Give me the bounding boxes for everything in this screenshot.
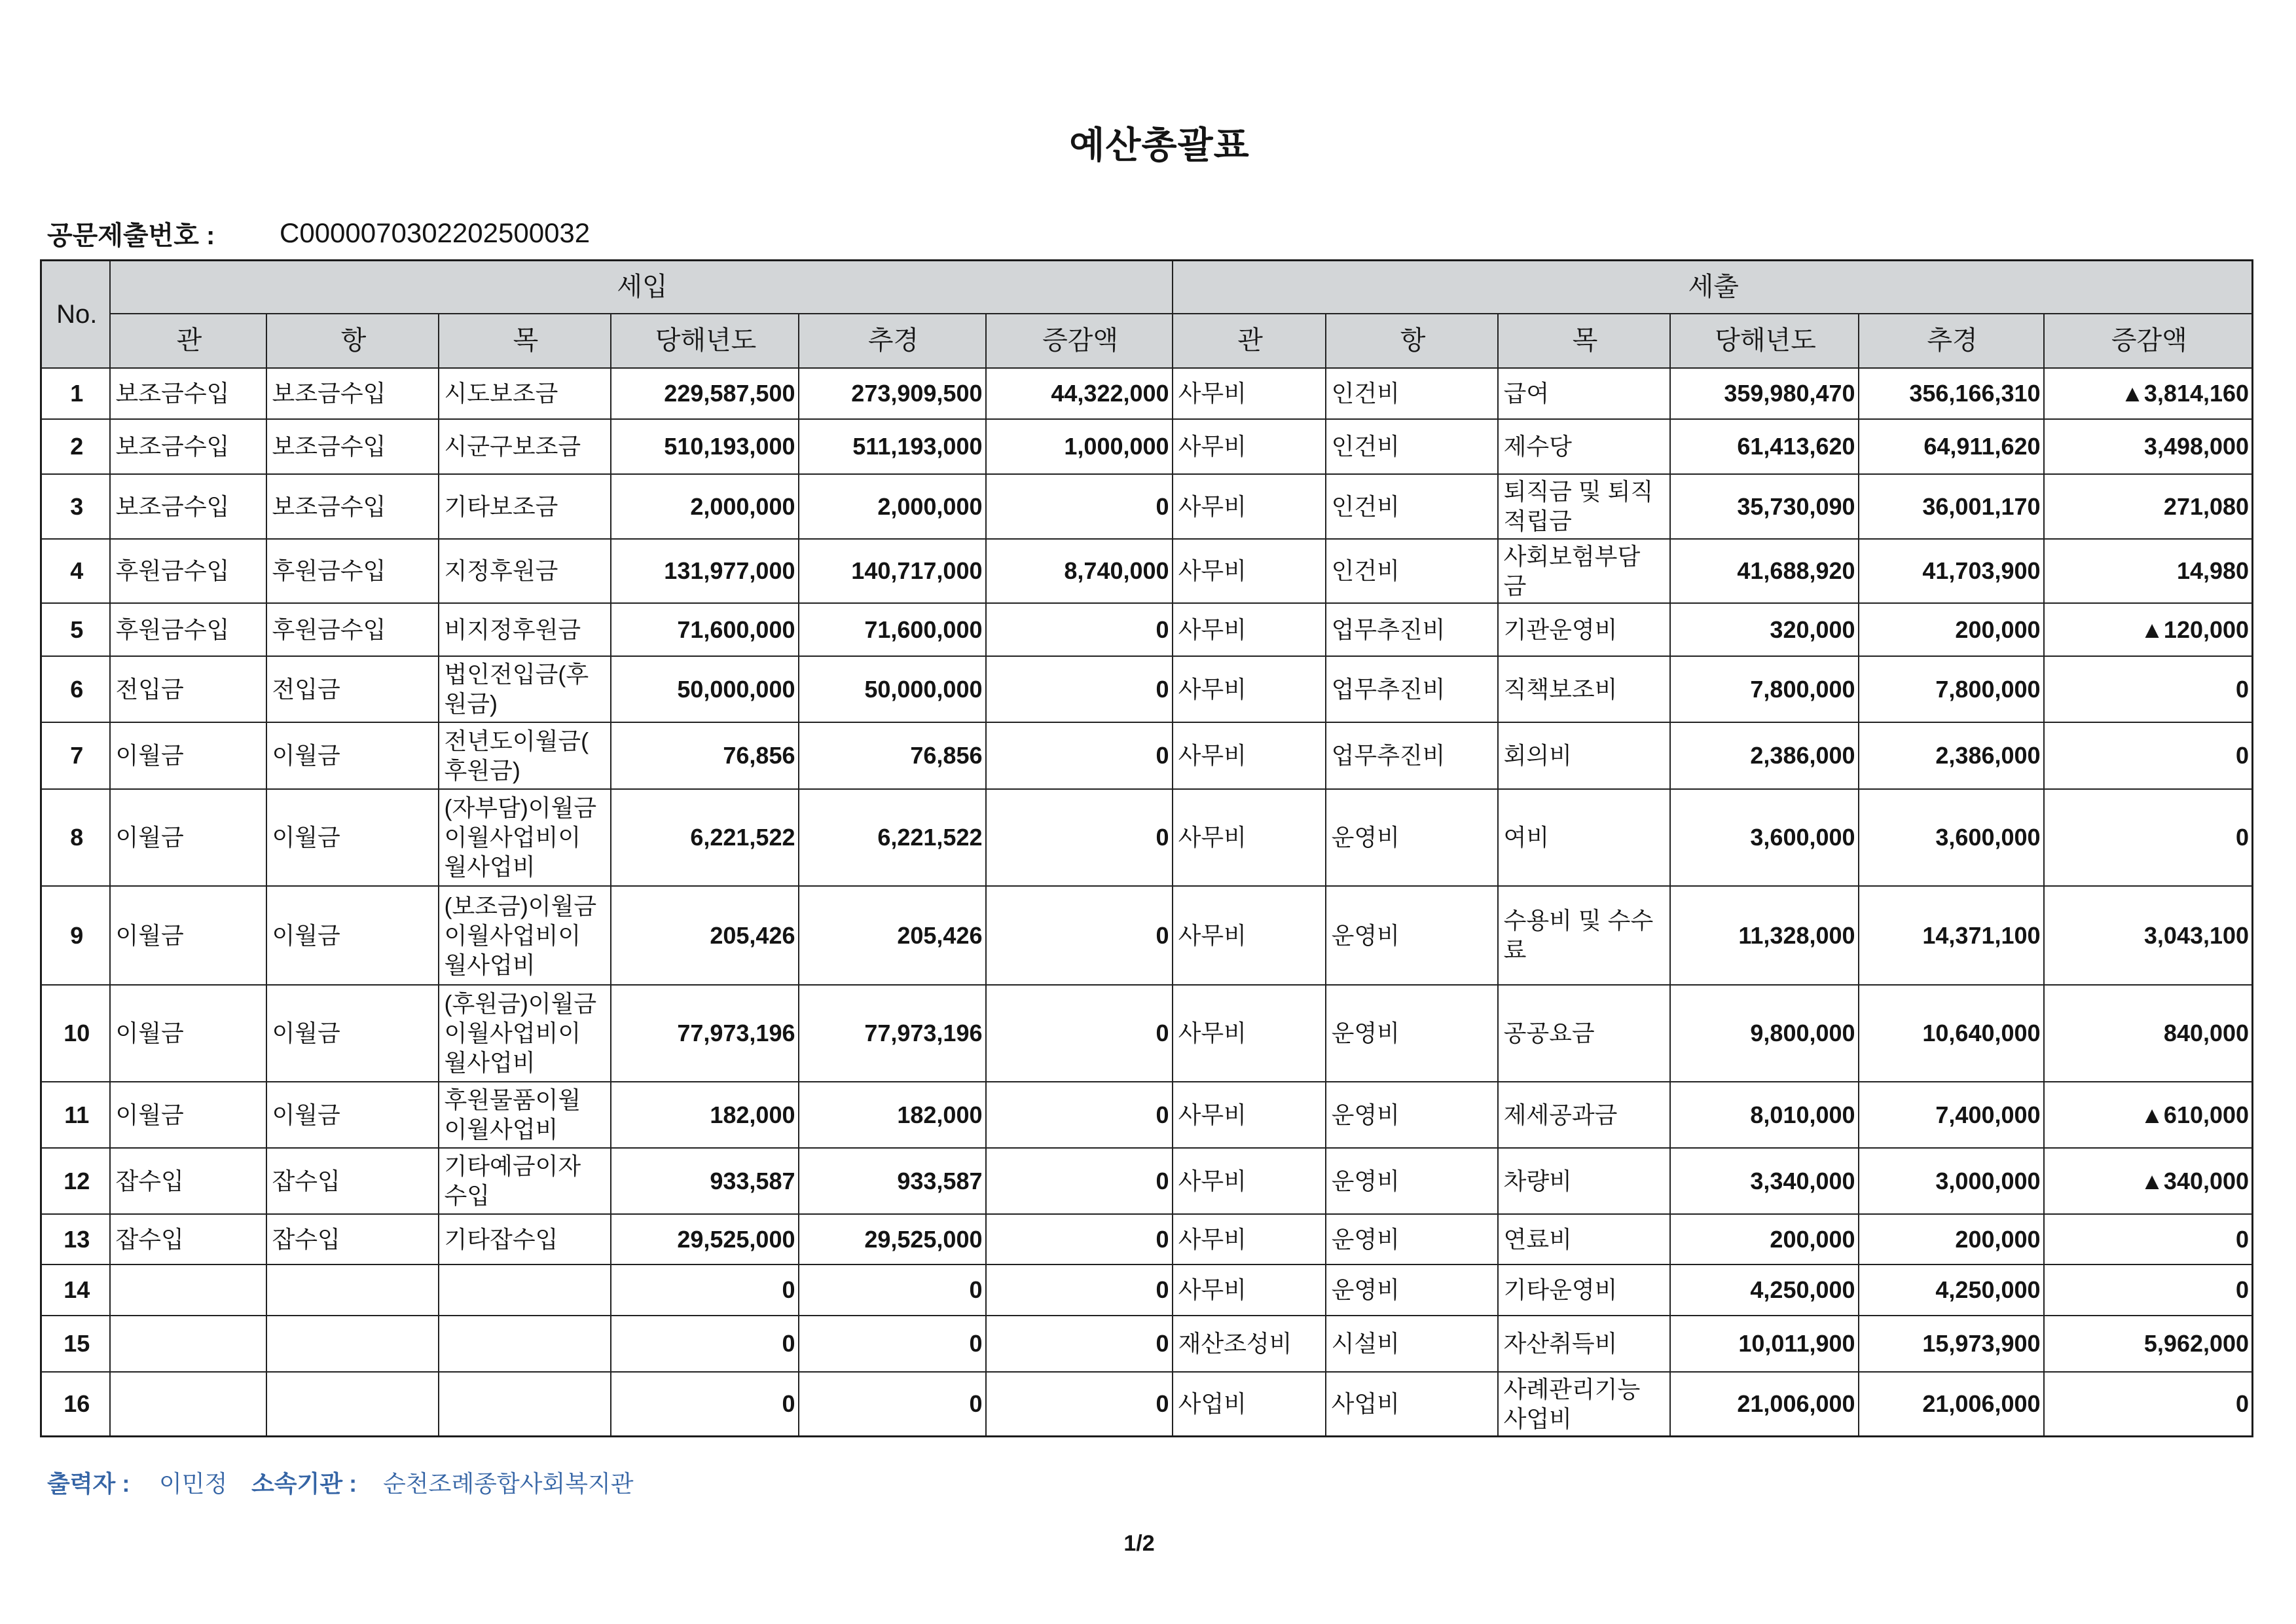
expense-mok-cell: 공공요금 (1498, 985, 1670, 1082)
submission-number-label: 공문제출번호 : (47, 221, 215, 250)
document-title: 예산총괄표 (1069, 124, 1250, 166)
income-change-cell: 0 (986, 656, 1173, 722)
income-supplementary-cell: 182,000 (799, 1082, 986, 1148)
income-hang-cell: 보조금수입 (266, 419, 439, 474)
printer-label: 출력자 : (47, 1470, 130, 1497)
expense-supplementary-cell: 2,386,000 (1859, 722, 2044, 789)
expense-gwan-cell: 사무비 (1173, 722, 1326, 789)
expense-mok-cell: 제수당 (1498, 419, 1670, 474)
expense-change-cell: ▲610,000 (2044, 1082, 2253, 1148)
table-row (41, 474, 2253, 539)
income-current-cell: 229,587,500 (611, 368, 799, 419)
expense-hang-cell: 운영비 (1326, 1148, 1498, 1214)
header-row-columns (41, 314, 2253, 368)
table-row (41, 886, 2253, 985)
expense-supplementary-cell: 7,800,000 (1859, 656, 2044, 722)
expense-change-cell: ▲340,000 (2044, 1148, 2253, 1214)
row-number-cell: 15 (41, 1316, 110, 1372)
income-supplementary-cell: 511,193,000 (799, 419, 986, 474)
expense-gwan-header: 관 (1173, 314, 1326, 368)
table-row (41, 985, 2253, 1082)
income-supplementary-cell: 76,856 (799, 722, 986, 789)
expense-hang-cell: 시설비 (1326, 1316, 1498, 1372)
income-current-cell: 0 (611, 1264, 799, 1316)
income-mok-cell (439, 1316, 611, 1372)
expense-current-cell: 4,250,000 (1670, 1264, 1859, 1316)
expense-hang-cell: 인건비 (1326, 474, 1498, 539)
income-mok-cell: 법인전입금(후 원금) (439, 656, 611, 722)
expense-hang-cell: 운영비 (1326, 1264, 1498, 1316)
income-gwan-cell: 보조금수입 (110, 368, 266, 419)
income-current-cell: 933,587 (611, 1148, 799, 1214)
income-supplementary-cell: 6,221,522 (799, 789, 986, 886)
income-supplementary-cell: 273,909,500 (799, 368, 986, 419)
expense-supplementary-cell: 21,006,000 (1859, 1372, 2044, 1437)
income-mok-cell: 시도보조금 (439, 368, 611, 419)
income-change-cell: 0 (986, 985, 1173, 1082)
expense-supplementary-cell: 3,600,000 (1859, 789, 2044, 886)
income-gwan-header: 관 (110, 314, 266, 368)
income-gwan-cell: 보조금수입 (110, 474, 266, 539)
income-gwan-cell: 전입금 (110, 656, 266, 722)
row-number-cell: 11 (41, 1082, 110, 1148)
income-gwan-cell (110, 1316, 266, 1372)
income-change-cell: 0 (986, 886, 1173, 985)
income-gwan-cell: 보조금수입 (110, 419, 266, 474)
expense-change-cell: 0 (2044, 722, 2253, 789)
expense-supplementary-cell: 15,973,900 (1859, 1316, 2044, 1372)
income-hang-cell: 이월금 (266, 789, 439, 886)
table-row (41, 1082, 2253, 1148)
table-row (41, 419, 2253, 474)
income-change-cell: 0 (986, 789, 1173, 886)
expense-change-cell: 3,043,100 (2044, 886, 2253, 985)
expense-current-cell: 10,011,900 (1670, 1316, 1859, 1372)
row-number-cell: 6 (41, 656, 110, 722)
income-hang-cell: 전입금 (266, 656, 439, 722)
income-mok-cell: 비지정후원금 (439, 603, 611, 656)
expense-hang-cell: 운영비 (1326, 789, 1498, 886)
submission-number-value: C0000070302202500032 (280, 217, 591, 248)
expense-hang-cell: 인건비 (1326, 539, 1498, 603)
expense-hang-cell: 운영비 (1326, 985, 1498, 1082)
income-change-cell: 0 (986, 722, 1173, 789)
income-gwan-cell (110, 1264, 266, 1316)
table-row (41, 1316, 2253, 1372)
income-gwan-cell: 잡수입 (110, 1148, 266, 1214)
expense-change-header: 증감액 (2044, 314, 2253, 368)
table-row (41, 368, 2253, 419)
expense-mok-cell: 급여 (1498, 368, 1670, 419)
income-change-cell: 44,322,000 (986, 368, 1173, 419)
income-hang-cell: 이월금 (266, 1082, 439, 1148)
income-hang-cell: 이월금 (266, 722, 439, 789)
row-number-cell: 14 (41, 1264, 110, 1316)
income-current-cell: 0 (611, 1372, 799, 1437)
expense-current-cell: 11,328,000 (1670, 886, 1859, 985)
income-mok-cell: 기타잡수입 (439, 1214, 611, 1264)
table-row (41, 603, 2253, 656)
table-row (41, 1264, 2253, 1316)
expense-current-cell: 320,000 (1670, 603, 1859, 656)
income-supplementary-cell: 0 (799, 1372, 986, 1437)
table-header (41, 261, 2253, 368)
income-gwan-cell: 이월금 (110, 722, 266, 789)
income-supplementary-cell: 50,000,000 (799, 656, 986, 722)
expense-gwan-cell: 사무비 (1173, 789, 1326, 886)
expense-current-cell: 2,386,000 (1670, 722, 1859, 789)
income-gwan-cell: 후원금수입 (110, 603, 266, 656)
income-hang-cell: 후원금수입 (266, 603, 439, 656)
expense-current-cell: 8,010,000 (1670, 1082, 1859, 1148)
income-change-cell: 0 (986, 1316, 1173, 1372)
income-current-cell: 29,525,000 (611, 1214, 799, 1264)
expense-hang-cell: 업무추진비 (1326, 656, 1498, 722)
expense-change-cell: 840,000 (2044, 985, 2253, 1082)
expense-change-cell: 0 (2044, 789, 2253, 886)
income-current-header: 당해년도 (611, 314, 799, 368)
expense-mok-cell: 사례관리기능 사업비 (1498, 1372, 1670, 1437)
expense-hang-cell: 업무추진비 (1326, 603, 1498, 656)
expense-mok-cell: 기타운영비 (1498, 1264, 1670, 1316)
income-mok-cell (439, 1264, 611, 1316)
income-supplementary-cell: 140,717,000 (799, 539, 986, 603)
expense-gwan-cell: 사무비 (1173, 1148, 1326, 1214)
expense-supplementary-cell: 200,000 (1859, 603, 2044, 656)
income-current-cell: 131,977,000 (611, 539, 799, 603)
expense-supplementary-cell: 200,000 (1859, 1214, 2044, 1264)
income-hang-cell (266, 1264, 439, 1316)
expense-gwan-cell: 사무비 (1173, 474, 1326, 539)
row-number-cell: 5 (41, 603, 110, 656)
income-hang-cell: 이월금 (266, 985, 439, 1082)
income-hang-cell (266, 1316, 439, 1372)
organization-label: 소속기관 : (251, 1470, 357, 1497)
income-hang-cell: 후원금수입 (266, 539, 439, 603)
expense-gwan-cell: 사무비 (1173, 985, 1326, 1082)
income-mok-cell: 전년도이월금( 후원금) (439, 722, 611, 789)
expense-current-cell: 41,688,920 (1670, 539, 1859, 603)
income-mok-cell: (보조금)이월금 이월사업비이 월사업비 (439, 886, 611, 985)
expense-gwan-cell: 사무비 (1173, 1264, 1326, 1316)
page-number: 1/2 (1123, 1531, 1155, 1556)
income-change-cell: 1,000,000 (986, 419, 1173, 474)
table-row (41, 656, 2253, 722)
income-change-header: 증감액 (986, 314, 1173, 368)
expense-hang-cell: 인건비 (1326, 419, 1498, 474)
expense-change-cell: 14,980 (2044, 539, 2253, 603)
income-change-cell: 8,740,000 (986, 539, 1173, 603)
header-row-groups (41, 261, 2253, 314)
expense-mok-cell: 차량비 (1498, 1148, 1670, 1214)
row-number-cell: 13 (41, 1214, 110, 1264)
expense-supplementary-cell: 36,001,170 (1859, 474, 2044, 539)
income-current-cell: 77,973,196 (611, 985, 799, 1082)
expense-supplementary-cell: 3,000,000 (1859, 1148, 2044, 1214)
expense-supplementary-cell: 7,400,000 (1859, 1082, 2044, 1148)
expense-mok-header: 목 (1498, 314, 1670, 368)
expense-change-cell: 0 (2044, 1264, 2253, 1316)
expense-change-cell: 5,962,000 (2044, 1316, 2253, 1372)
expense-gwan-cell: 사무비 (1173, 1214, 1326, 1264)
printer-name: 이민정 (159, 1470, 228, 1497)
income-gwan-cell: 이월금 (110, 886, 266, 985)
expense-supplementary-cell: 356,166,310 (1859, 368, 2044, 419)
table-row (41, 539, 2253, 603)
row-number-cell: 8 (41, 789, 110, 886)
row-number-cell: 1 (41, 368, 110, 419)
row-number-cell: 16 (41, 1372, 110, 1437)
expense-current-cell: 3,340,000 (1670, 1148, 1859, 1214)
expense-mok-cell: 회의비 (1498, 722, 1670, 789)
expense-group-header: 세출 (1173, 261, 2253, 314)
income-change-cell: 0 (986, 474, 1173, 539)
income-supplementary-cell: 71,600,000 (799, 603, 986, 656)
organization-name: 순천조례종합사회복지관 (383, 1470, 634, 1497)
table-row (41, 1372, 2253, 1437)
table-row (41, 1214, 2253, 1264)
income-change-cell: 0 (986, 1148, 1173, 1214)
expense-gwan-cell: 사무비 (1173, 368, 1326, 419)
income-gwan-cell: 이월금 (110, 789, 266, 886)
expense-current-cell: 35,730,090 (1670, 474, 1859, 539)
income-mok-cell: (후원금)이월금 이월사업비이 월사업비 (439, 985, 611, 1082)
table-row (41, 1148, 2253, 1214)
income-change-cell: 0 (986, 1372, 1173, 1437)
expense-gwan-cell: 사업비 (1173, 1372, 1326, 1437)
expense-hang-header: 항 (1326, 314, 1498, 368)
expense-current-cell: 200,000 (1670, 1214, 1859, 1264)
expense-current-cell: 7,800,000 (1670, 656, 1859, 722)
expense-gwan-cell: 재산조성비 (1173, 1316, 1326, 1372)
expense-current-cell: 61,413,620 (1670, 419, 1859, 474)
expense-mok-cell: 여비 (1498, 789, 1670, 886)
expense-change-cell: 0 (2044, 1372, 2253, 1437)
income-gwan-cell: 후원금수입 (110, 539, 266, 603)
expense-gwan-cell: 사무비 (1173, 886, 1326, 985)
income-gwan-cell: 잡수입 (110, 1214, 266, 1264)
income-mok-cell: 후원물품이월 이월사업비 (439, 1082, 611, 1148)
expense-gwan-cell: 사무비 (1173, 1082, 1326, 1148)
expense-current-cell: 3,600,000 (1670, 789, 1859, 886)
expense-mok-cell: 기관운영비 (1498, 603, 1670, 656)
expense-mok-cell: 퇴직금 및 퇴직 적립금 (1498, 474, 1670, 539)
income-gwan-cell: 이월금 (110, 1082, 266, 1148)
expense-change-cell: 0 (2044, 656, 2253, 722)
submission-number-row (47, 215, 590, 251)
income-hang-cell: 잡수입 (266, 1148, 439, 1214)
expense-hang-cell: 운영비 (1326, 1214, 1498, 1264)
row-number-cell: 7 (41, 722, 110, 789)
income-current-cell: 50,000,000 (611, 656, 799, 722)
expense-mok-cell: 수용비 및 수수 료 (1498, 886, 1670, 985)
budget-summary-table (40, 259, 2253, 1437)
table-row (41, 789, 2253, 886)
expense-gwan-cell: 사무비 (1173, 539, 1326, 603)
expense-change-cell: ▲120,000 (2044, 603, 2253, 656)
income-supplementary-cell: 0 (799, 1264, 986, 1316)
income-gwan-cell: 이월금 (110, 985, 266, 1082)
expense-mok-cell: 제세공과금 (1498, 1082, 1670, 1148)
expense-change-cell: 271,080 (2044, 474, 2253, 539)
expense-mok-cell: 사회보험부담 금 (1498, 539, 1670, 603)
row-number-cell: 4 (41, 539, 110, 603)
income-supplementary-header: 추경 (799, 314, 986, 368)
income-supplementary-cell: 29,525,000 (799, 1214, 986, 1264)
expense-gwan-cell: 사무비 (1173, 603, 1326, 656)
expense-current-header: 당해년도 (1670, 314, 1859, 368)
row-number-cell: 12 (41, 1148, 110, 1214)
income-current-cell: 6,221,522 (611, 789, 799, 886)
expense-current-cell: 359,980,470 (1670, 368, 1859, 419)
income-supplementary-cell: 77,973,196 (799, 985, 986, 1082)
income-supplementary-cell: 933,587 (799, 1148, 986, 1214)
income-group-header: 세입 (110, 261, 1173, 314)
income-hang-cell: 보조금수입 (266, 474, 439, 539)
row-number-cell: 3 (41, 474, 110, 539)
expense-supplementary-cell: 64,911,620 (1859, 419, 2044, 474)
income-current-cell: 71,600,000 (611, 603, 799, 656)
income-current-cell: 510,193,000 (611, 419, 799, 474)
income-mok-header: 목 (439, 314, 611, 368)
expense-gwan-cell: 사무비 (1173, 419, 1326, 474)
expense-change-cell: ▲3,814,160 (2044, 368, 2253, 419)
income-mok-cell: (자부담)이월금 이월사업비이 월사업비 (439, 789, 611, 886)
expense-hang-cell: 사업비 (1326, 1372, 1498, 1437)
income-mok-cell (439, 1372, 611, 1437)
income-gwan-cell (110, 1372, 266, 1437)
income-mok-cell: 지정후원금 (439, 539, 611, 603)
expense-hang-cell: 운영비 (1326, 886, 1498, 985)
income-hang-cell: 잡수입 (266, 1214, 439, 1264)
income-current-cell: 0 (611, 1316, 799, 1372)
expense-mok-cell: 자산취득비 (1498, 1316, 1670, 1372)
expense-change-cell: 0 (2044, 1214, 2253, 1264)
income-hang-cell: 보조금수입 (266, 368, 439, 419)
expense-supplementary-cell: 41,703,900 (1859, 539, 2044, 603)
expense-supplementary-cell: 14,371,100 (1859, 886, 2044, 985)
row-number-cell: 10 (41, 985, 110, 1082)
income-hang-cell (266, 1372, 439, 1437)
expense-current-cell: 21,006,000 (1670, 1372, 1859, 1437)
income-supplementary-cell: 0 (799, 1316, 986, 1372)
expense-supplementary-cell: 10,640,000 (1859, 985, 2044, 1082)
income-change-cell: 0 (986, 1264, 1173, 1316)
income-supplementary-cell: 2,000,000 (799, 474, 986, 539)
expense-hang-cell: 업무추진비 (1326, 722, 1498, 789)
income-mok-cell: 기타예금이자 수입 (439, 1148, 611, 1214)
expense-gwan-cell: 사무비 (1173, 656, 1326, 722)
expense-supplementary-header: 추경 (1859, 314, 2044, 368)
income-hang-cell: 이월금 (266, 886, 439, 985)
expense-mok-cell: 직책보조비 (1498, 656, 1670, 722)
income-current-cell: 182,000 (611, 1082, 799, 1148)
expense-hang-cell: 인건비 (1326, 368, 1498, 419)
expense-hang-cell: 운영비 (1326, 1082, 1498, 1148)
row-number-cell: 9 (41, 886, 110, 985)
footer (0, 1466, 786, 1498)
income-supplementary-cell: 205,426 (799, 886, 986, 985)
income-mok-cell: 시군구보조금 (439, 419, 611, 474)
income-hang-header: 항 (266, 314, 439, 368)
income-change-cell: 0 (986, 603, 1173, 656)
table-body (41, 368, 2253, 1437)
income-change-cell: 0 (986, 1214, 1173, 1264)
income-current-cell: 2,000,000 (611, 474, 799, 539)
income-current-cell: 205,426 (611, 886, 799, 985)
no-column-header: No. (41, 261, 110, 368)
expense-change-cell: 3,498,000 (2044, 419, 2253, 474)
row-number-cell: 2 (41, 419, 110, 474)
income-mok-cell: 기타보조금 (439, 474, 611, 539)
expense-current-cell: 9,800,000 (1670, 985, 1859, 1082)
expense-supplementary-cell: 4,250,000 (1859, 1264, 2044, 1316)
income-change-cell: 0 (986, 1082, 1173, 1148)
income-current-cell: 76,856 (611, 722, 799, 789)
expense-mok-cell: 연료비 (1498, 1214, 1670, 1264)
table-row (41, 722, 2253, 789)
